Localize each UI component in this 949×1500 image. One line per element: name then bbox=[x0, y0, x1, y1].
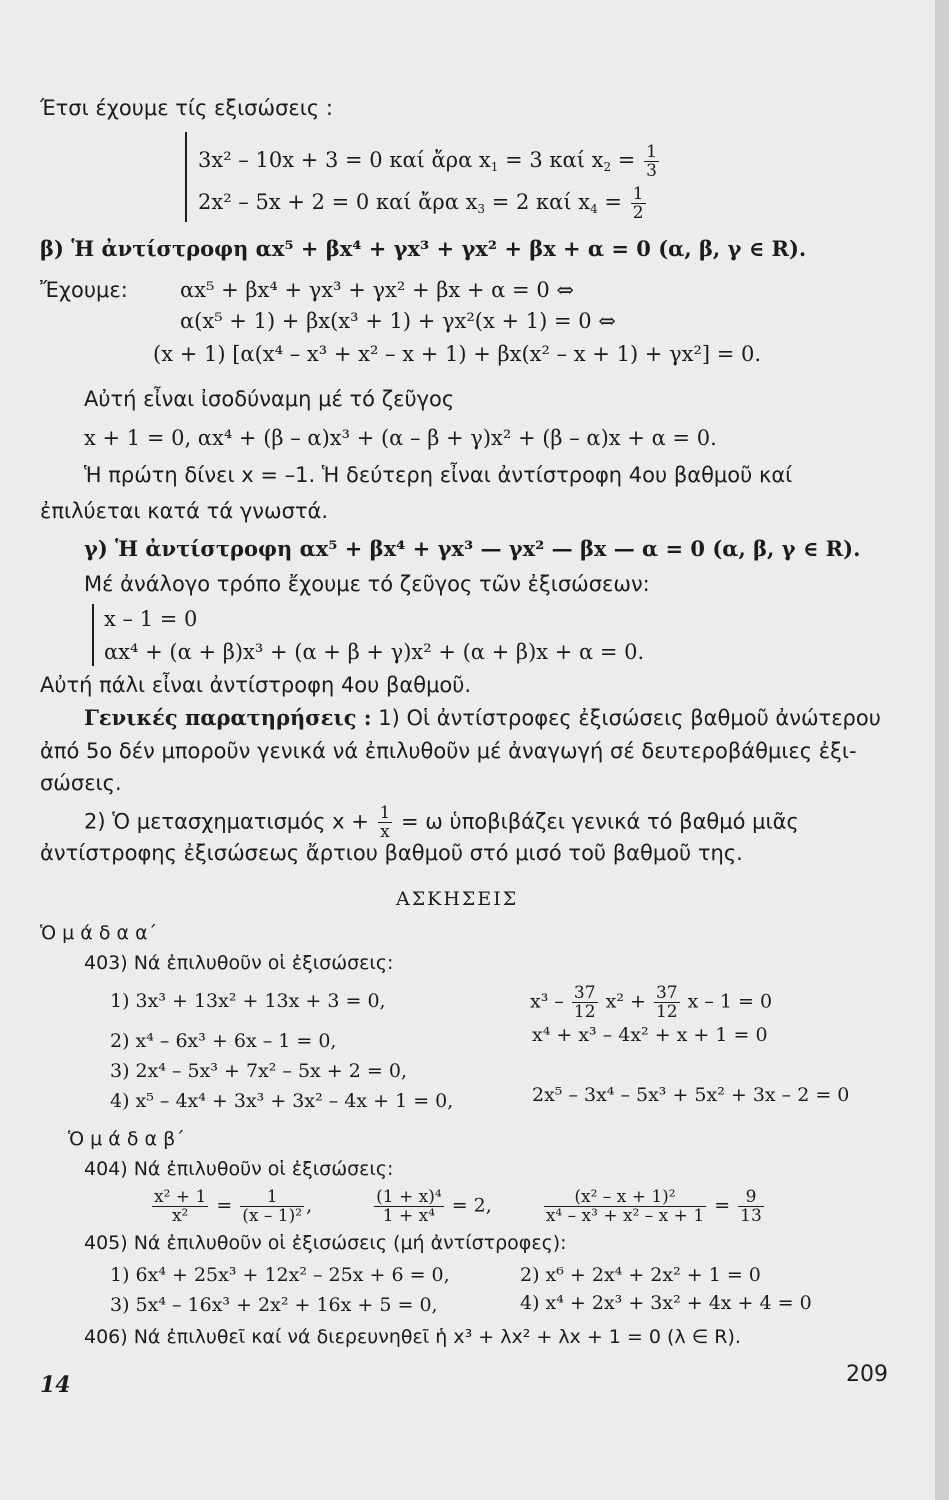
exercise-405-4: 4) x⁴ + 2x³ + 3x² + 4x + 4 = 0 bbox=[520, 1292, 812, 1314]
general-remarks-5: ἀντίστροφης ἐξισώσεως ἄρτιου βαθμοῦ στό μισό τοῦ βαθμοῦ της. bbox=[40, 841, 743, 865]
equation-line-2: α(x⁵ + 1) + βx(x³ + 1) + γx²(x + 1) = 0 ⇔ bbox=[180, 309, 616, 333]
exercise-404-equations: $\frac{\text{x² + 1}}{\text{x²}}$ = $\frac{1}{\text{(x – 1)²}}$ , $\frac{\text{(1 + x)⁴}}{\text{1 + x⁴}}$ = 2, $\frac{\text{(x² – x + 1)²}}{\text{x⁴ – x³ + x² – x + 1}}$ = $\frac{9}{13}$ bbox=[154, 1187, 762, 1226]
exercise-404-prompt: 404) Νά ἐπιλυθοῦν οἱ ἐξισώσεις: bbox=[84, 1158, 394, 1180]
page-number-right: 209 bbox=[846, 1362, 888, 1387]
exercise-403-prompt: 403) Νά ἐπιλυθοῦν οἱ ἐξισώσεις: bbox=[84, 952, 394, 974]
exercise-405-2: 2) x⁶ + 2x⁴ + 2x² + 1 = 0 bbox=[520, 1264, 761, 1286]
general-remarks-label: Γενικές παρατηρήσεις : bbox=[84, 705, 372, 730]
page-edge-shadow bbox=[935, 0, 949, 1500]
pair-equation-2: αx⁴ + (α + β)x³ + (α + β + γ)x² + (α + β)x + α = 0. bbox=[104, 640, 645, 664]
page-number-left: 14 bbox=[40, 1372, 71, 1398]
we-have-label: Ἔχουμε: bbox=[40, 278, 128, 302]
system-equation-1: 3x² – 10x + 3 = 0 καί ἄρα $x_1 = 3$ καί $x_2$ = $\frac{1}{3}$ bbox=[198, 142, 657, 181]
exercise-403-2-right: x⁴ + x³ – 4x² + x + 1 = 0 bbox=[532, 1024, 768, 1046]
system-brace bbox=[185, 132, 187, 222]
pair-equations: x + 1 = 0, αx⁴ + (β – α)x³ + (α – β + γ)x² + (β – α)x + α = 0. bbox=[84, 426, 717, 450]
pair-brace bbox=[92, 604, 94, 666]
first-gives-text: Ἡ πρώτη δίνει x = –1. Ἡ δεύτερη εἶναι ἀντίστροφη 4ου βαθμοῦ καί bbox=[84, 463, 793, 487]
exercise-405-3: 3) 5x⁴ – 16x³ + 2x² + 16x + 5 = 0, bbox=[110, 1294, 438, 1316]
intro-text: Έτσι έχουμε τίς εξισώσεις : bbox=[40, 96, 333, 120]
group-a-heading: Ὁ μ ά δ α α΄ bbox=[40, 922, 158, 944]
exercise-403-1-left: 1) 3x³ + 13x² + 13x + 3 = 0, bbox=[110, 990, 386, 1012]
general-remarks-1: Γενικές παρατηρήσεις : 1) Οἱ ἀντίστροφες ἐξισώσεις βαθμοῦ ἀνώτερου bbox=[84, 705, 881, 730]
pair-equation-1: x – 1 = 0 bbox=[104, 607, 198, 631]
equivalence-text: Αὐτή εἶναι ἰσοδύναμη μέ τό ζεῦγος bbox=[84, 387, 455, 411]
section-g-heading: γ) Ἡ ἀντίστροφη αx⁵ + βx⁴ + γx³ — γx² — βx — α = 0 (α, β, γ ∈ R). bbox=[84, 536, 861, 561]
solved-known-text: ἐπιλύεται κατά τά γνωστά. bbox=[40, 499, 329, 523]
exercise-403-4-left: 4) x⁵ – 4x⁴ + 3x³ + 3x² – 4x + 1 = 0, bbox=[110, 1090, 454, 1112]
system-equation-2: 2x² – 5x + 2 = 0 καί ἄρα $x_3 = 2$ καί $x_4$ = $\frac{1}{2}$ bbox=[198, 184, 644, 223]
general-remarks-3: σώσεις. bbox=[40, 771, 122, 795]
exercise-403-4-right: 2x⁵ – 3x⁴ – 5x³ + 5x² + 3x – 2 = 0 bbox=[532, 1084, 850, 1106]
exercise-405-prompt: 405) Νά ἐπιλυθοῦν οἱ ἐξισώσεις (μή ἀντίστροφες): bbox=[84, 1232, 567, 1254]
exercise-403-3: 3) 2x⁴ – 5x³ + 7x² – 5x + 2 = 0, bbox=[110, 1060, 407, 1082]
exercise-403-1-right: x³ – $\frac{37}{12}$ x² + $\frac{37}{12}$ x – 1 = 0 bbox=[530, 983, 773, 1022]
again-reciprocal-text: Αὐτή πάλι εἶναι ἀντίστροφη 4ου βαθμοῦ. bbox=[40, 673, 472, 697]
equation-line-1: αx⁵ + βx⁴ + γx³ + γx² + βx + α = 0 ⇔ bbox=[180, 278, 574, 302]
equation-line-3: (x + 1) [α(x⁴ – x³ + x² – x + 1) + βx(x² – x + 1) + γx²] = 0. bbox=[153, 342, 762, 366]
section-b-heading: β) Ἡ ἀντίστροφη αx⁵ + βx⁴ + γx³ + γx² + βx + α = 0 (α, β, γ ∈ R). bbox=[40, 236, 807, 261]
general-remarks-2: ἀπό 5ο δέν μποροῦν γενικά νά ἐπιλυθοῦν μέ ἀναγωγή σέ δευτεροβάθμιες ἐξι- bbox=[40, 739, 857, 763]
general-remarks-4: 2) Ὁ μετασχηματισμός x + $\frac{1}{x}$ = ω ὑποβιβάζει γενικά τό βαθμό μιᾶς bbox=[84, 803, 799, 842]
group-b-heading: Ὁ μ ά δ α β΄ bbox=[68, 1128, 185, 1150]
exercise-405-1: 1) 6x⁴ + 25x³ + 12x² – 25x + 6 = 0, bbox=[110, 1264, 450, 1286]
exercise-406: 406) Νά ἐπιλυθεῖ καί νά διερευνηθεῖ ἡ x³ + λx² + λx + 1 = 0 (λ ∈ R). bbox=[84, 1326, 741, 1348]
exercises-heading: ΑΣΚΗΣΕΙΣ bbox=[396, 888, 519, 910]
analogous-text: Μέ ἀνάλογο τρόπο ἔχουμε τό ζεῦγος τῶν ἐξισώσεων: bbox=[84, 572, 650, 596]
exercise-403-2-left: 2) x⁴ – 6x³ + 6x – 1 = 0, bbox=[110, 1030, 337, 1052]
